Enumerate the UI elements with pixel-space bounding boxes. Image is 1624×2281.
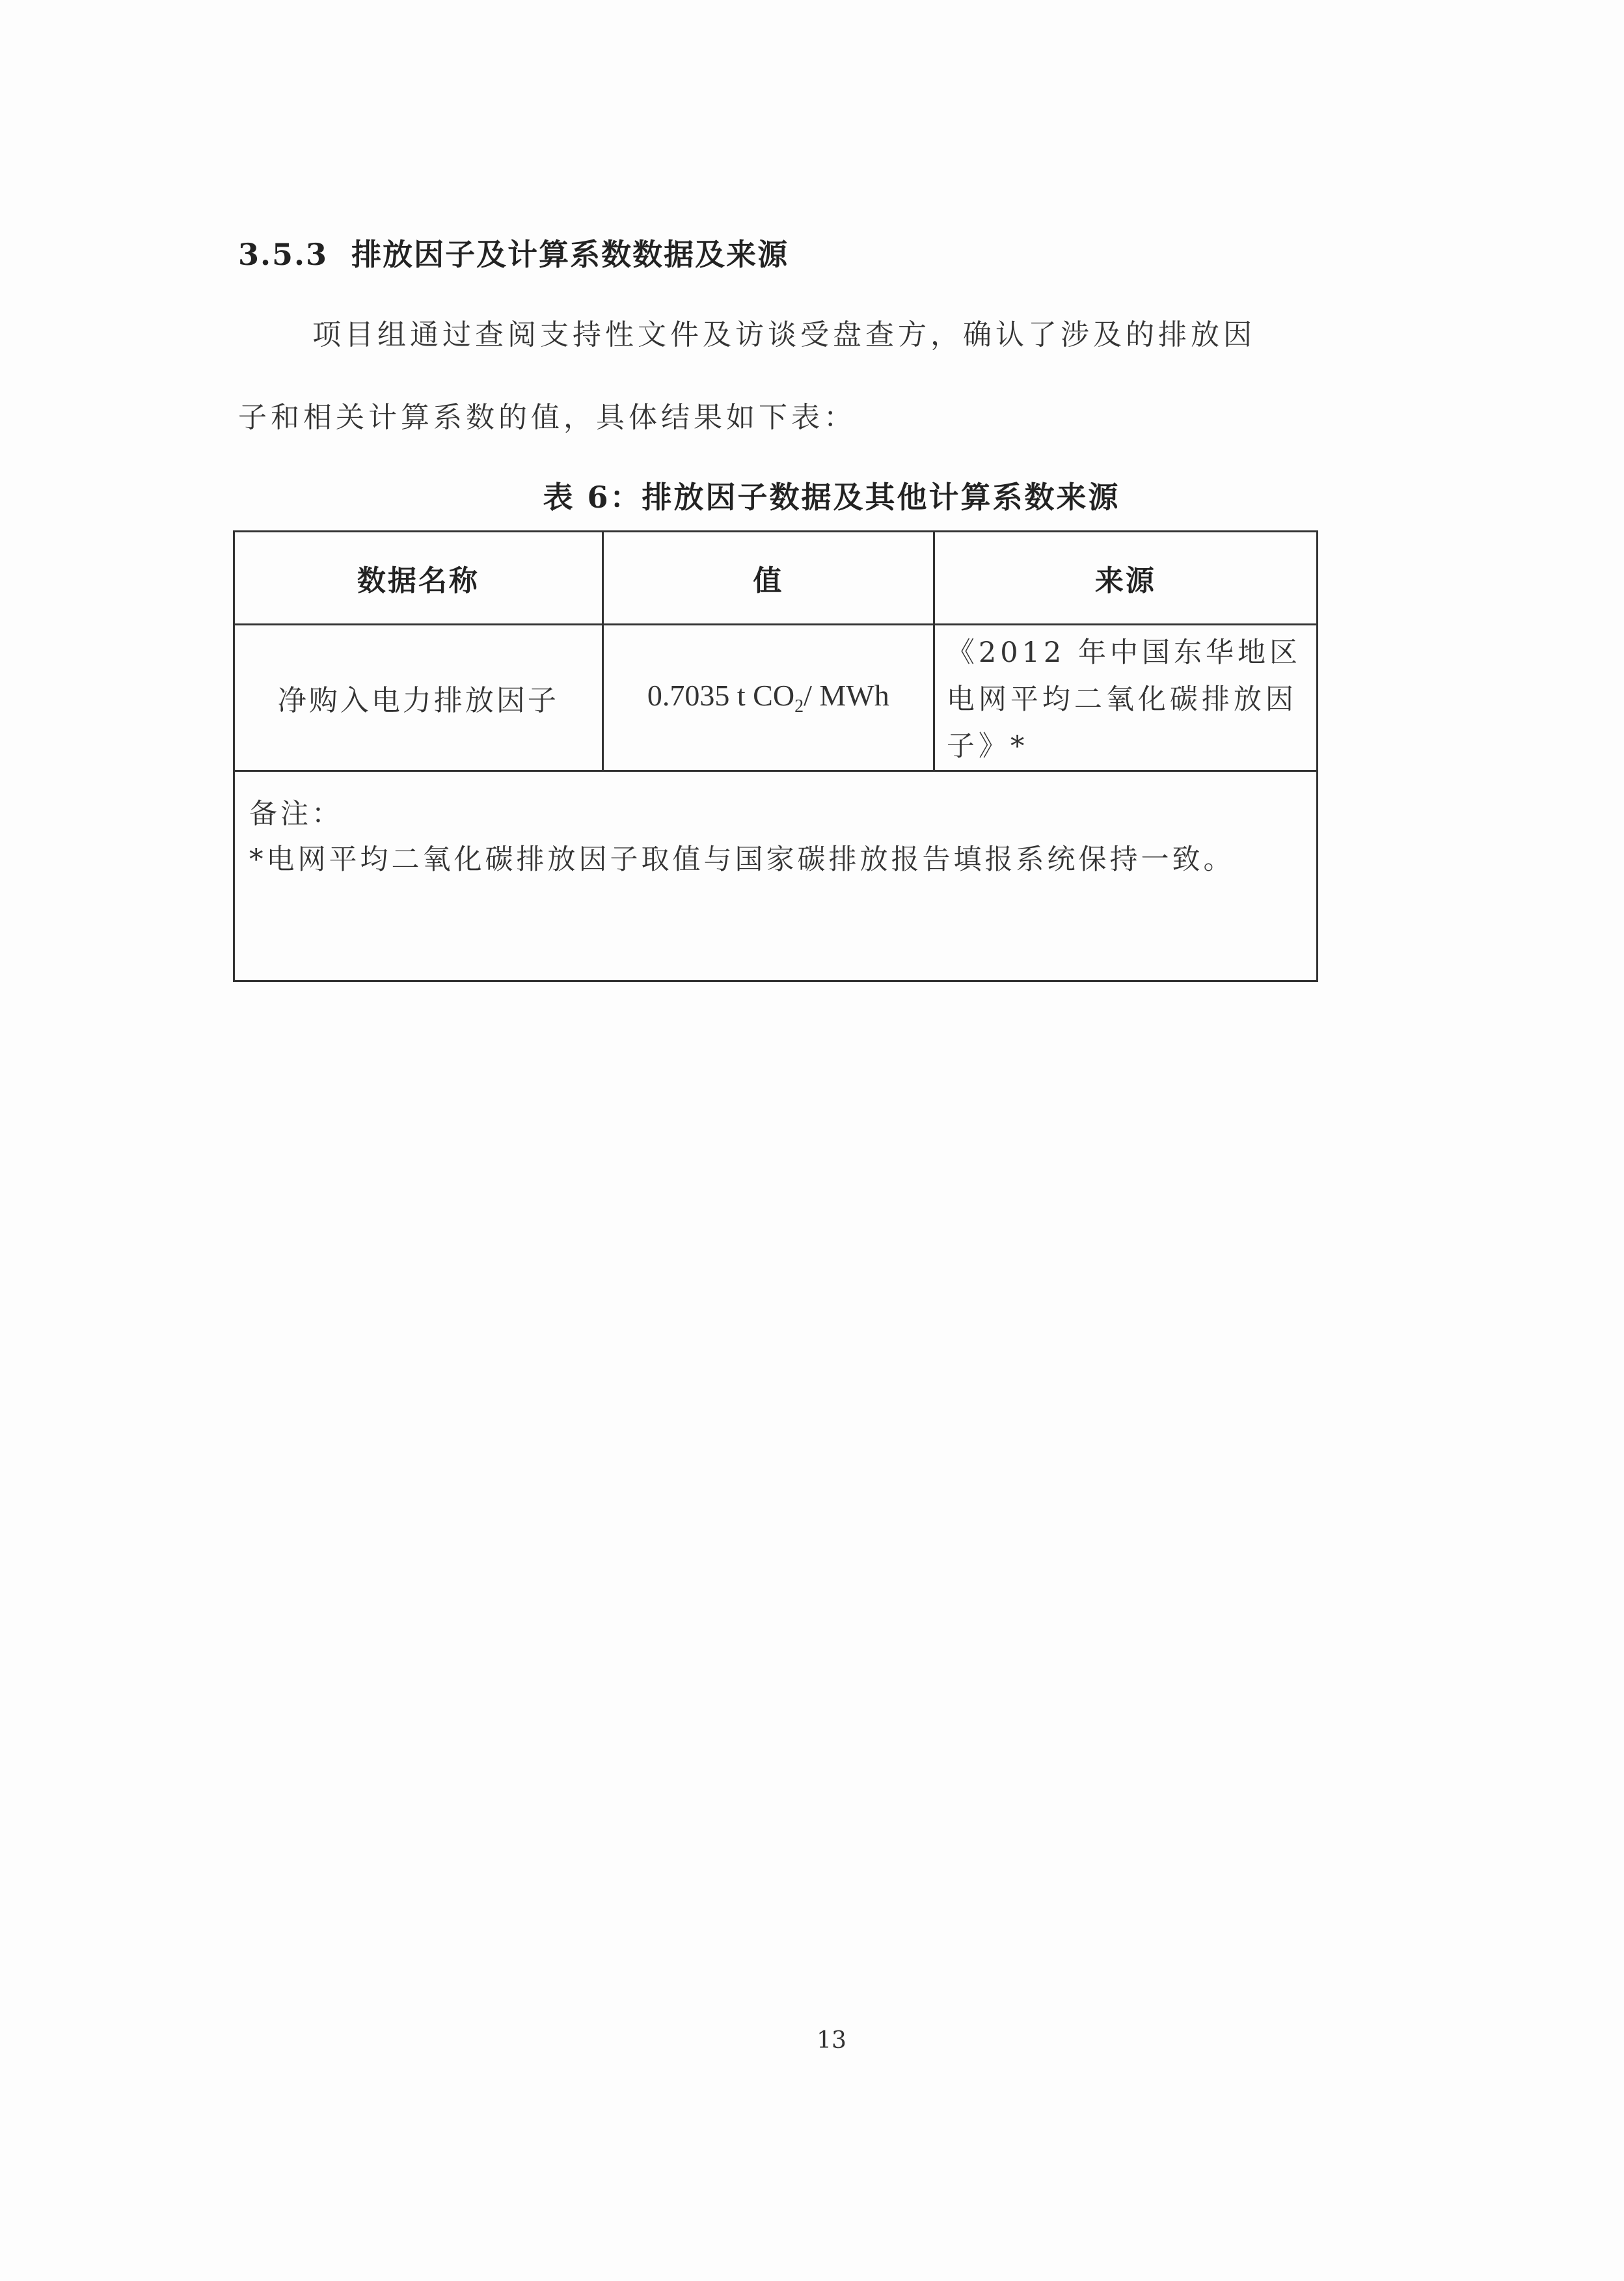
page-number: 13 <box>817 2027 846 2054</box>
row-value <box>602 625 934 771</box>
value-subscript: 2 <box>794 696 804 717</box>
body-paragraph-line-1: 项目组通过查阅支持性文件及访谈受盘查方，确认了涉及的排放因 <box>312 318 1256 351</box>
header-source: 来源 <box>934 532 1317 625</box>
value-prefix: 0.7035 t CO <box>647 678 795 712</box>
row-data-name: 净购入电力排放因子 <box>234 625 603 771</box>
notes-text: *电网平均二氧化碳排放因子取值与国家碳排放报告填报系统保持一致。 <box>249 843 1235 876</box>
table-header-row <box>234 532 1318 625</box>
notes-label: 备注： <box>249 798 343 830</box>
value-suffix: / MWh <box>804 678 889 712</box>
section-title: 排放因子及计算系数数据及来源 <box>351 237 789 272</box>
notes-cell <box>234 771 1318 981</box>
notes-row <box>234 771 1318 981</box>
body-paragraph-line-2: 子和相关计算系数的值，具体结果如下表： <box>238 401 856 434</box>
header-data-name: 数据名称 <box>234 532 603 625</box>
section-heading <box>238 231 789 274</box>
section-number: 3.5.3 <box>238 237 329 272</box>
table-caption: 表 6：排放因子数据及其他计算系数来源 <box>543 480 1120 515</box>
table-row <box>234 625 1318 771</box>
emission-factor-table <box>233 530 1318 982</box>
header-value: 值 <box>602 532 934 625</box>
row-source: 《2012 年中国东华地区电网平均二氧化碳排放因子》* <box>934 625 1317 771</box>
